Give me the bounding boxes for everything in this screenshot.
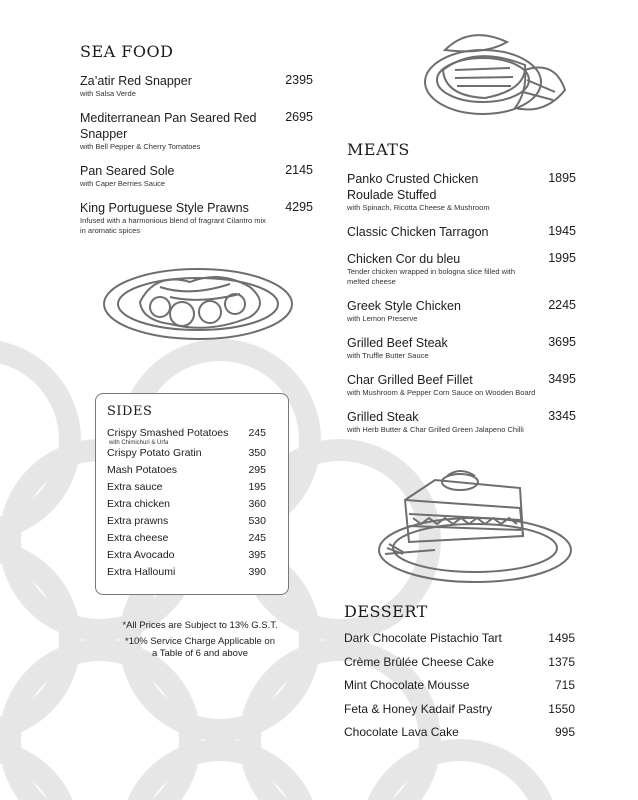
dessert-item-name: Mint Chocolate Mousse [344,678,470,692]
dessert-item [344,631,575,655]
side-item-name: Extra Halloumi [107,566,176,578]
side-item-price: 245 [248,427,266,439]
side-item [107,427,278,447]
dessert-item [344,655,575,679]
menu-item-description: with Lemon Preserve [347,314,418,323]
menu-item [80,163,313,189]
sides-list [107,427,278,583]
dessert-item-price: 1550 [548,701,575,716]
seafood-section [80,42,313,247]
dessert-item-price: 995 [554,725,575,739]
dessert-item [344,678,575,702]
menu-item [80,73,313,99]
sides-box [95,393,289,595]
menu-item-name: King Portuguese Style Prawns [80,201,249,215]
menu-item-price: 2245 [548,298,576,312]
dessert-section [344,602,575,749]
dessert-title: DESSERT [344,602,428,621]
menu-item-price: 1895 [548,171,576,185]
grilled-fish-plate-icon [415,20,575,125]
meats-list [347,171,576,435]
dessert-item [344,725,575,749]
seafood-platter-icon [100,262,300,344]
side-item [107,498,278,515]
menu-item-name: Greek Style Chicken [347,299,461,313]
menu-item-name: Chicken Cor du bleu [347,252,461,266]
menu-item [347,298,576,324]
side-item-name: Extra prawns [107,515,169,527]
sides-title: SIDES [107,404,153,419]
menu-item-description: with Caper Berries Sauce [80,179,166,188]
menu-item-description: with Truffle Butter Sauce [347,351,429,360]
side-item-price: 195 [248,481,266,493]
side-item [107,464,278,481]
menu-item-description: Infused with a harmonious blend of fragrant Cilantro mix in aromatic spices [80,216,266,235]
side-item-name: Mash Potatoes [107,464,178,476]
side-item-name: Extra cheese [107,532,169,544]
menu-item-description: Tender chicken wrapped in bologna slice filled with melted cheese [347,267,516,286]
menu-item [80,200,313,236]
dessert-item-price: 1495 [548,631,575,645]
seafood-title: SEA FOOD [80,42,174,61]
menu-item-description: with Mushroom & Pepper Corn Sauce on Wooden Board [347,388,536,397]
dessert-list [344,631,575,749]
menu-item [80,110,313,152]
menu-item-price: 2695 [285,110,313,124]
meats-title: MEATS [347,140,410,159]
seafood-list [80,73,313,236]
service-charge-note: *10% Service Charge Applicable on a Table of 6 and above [125,635,275,659]
menu-item-description: with Bell Pepper & Cherry Tomatoes [80,142,201,151]
cake-slice-plate-icon [375,468,575,588]
menu-item-price: 1995 [548,251,576,265]
side-item-name: Crispy Smashed Potatoes [107,427,229,439]
tax-note: *All Prices are Subject to 13% G.S.T. [122,620,278,631]
menu-item [347,224,576,240]
menu-item-name: Mediterranean Pan Seared Red Snapper [80,111,257,141]
menu-item [347,251,576,287]
side-item-description: with Chimichuri & Urfa [109,440,169,446]
dessert-item-name: Crème Brûlée Cheese Cake [344,654,495,669]
meats-section [347,140,576,446]
menu-item [347,335,576,361]
side-item [107,566,278,583]
side-item-price: 295 [248,464,266,476]
menu-item [347,372,576,398]
side-item-price: 360 [248,498,266,510]
side-item-price: 390 [248,566,266,578]
side-item [107,447,278,464]
side-item-name: Extra sauce [107,481,163,493]
menu-item-name: Char Grilled Beef Fillet [347,373,473,387]
dessert-item-name: Feta & Honey Kadaif Pastry [344,701,493,716]
menu-item [347,409,576,435]
side-item [107,549,278,566]
price-notes [100,620,300,664]
menu-item-description: with Herb Butter & Char Grilled Green Jalapeno Chilli [347,425,524,434]
menu-item-price: 2145 [285,163,313,177]
menu-item-name: Pan Seared Sole [80,164,175,178]
menu-item-name: Classic Chicken Tarragon [347,225,489,239]
menu-item-price: 1945 [548,224,576,238]
side-item-price: 395 [248,549,266,561]
side-item [107,532,278,549]
dessert-item-price: 1375 [548,654,575,669]
menu-item-price: 4295 [285,200,313,214]
menu-item-name: Za’atir Red Snapper [80,74,192,88]
dessert-item-name: Chocolate Lava Cake [344,725,459,739]
side-item [107,481,278,498]
menu-item-name: Grilled Beef Steak [347,336,448,350]
menu-item-name: Panko Crusted Chicken Roulade Stuffed [347,172,479,202]
menu-item-name: Grilled Steak [347,410,419,424]
menu-item [347,171,576,213]
menu-item-description: with Spinach, Ricotta Cheese & Mushroom [347,203,490,212]
dessert-item-name: Dark Chocolate Pistachio Tart [344,631,502,645]
menu-item-price: 3495 [548,372,576,386]
menu-item-price: 3345 [548,409,576,423]
menu-item-description: with Salsa Verde [80,89,136,98]
menu-item-price: 3695 [548,335,576,349]
side-item-price: 350 [248,447,266,459]
dessert-item [344,702,575,726]
side-item-price: 245 [248,532,266,544]
side-item-price: 530 [248,515,266,527]
side-item-name: Extra Avocado [107,549,175,561]
dessert-item-price: 715 [554,678,575,692]
side-item-name: Extra chicken [107,498,171,510]
menu-item-price: 2395 [285,73,313,87]
side-item [107,515,278,532]
side-item-name: Crispy Potato Gratin [107,447,202,459]
